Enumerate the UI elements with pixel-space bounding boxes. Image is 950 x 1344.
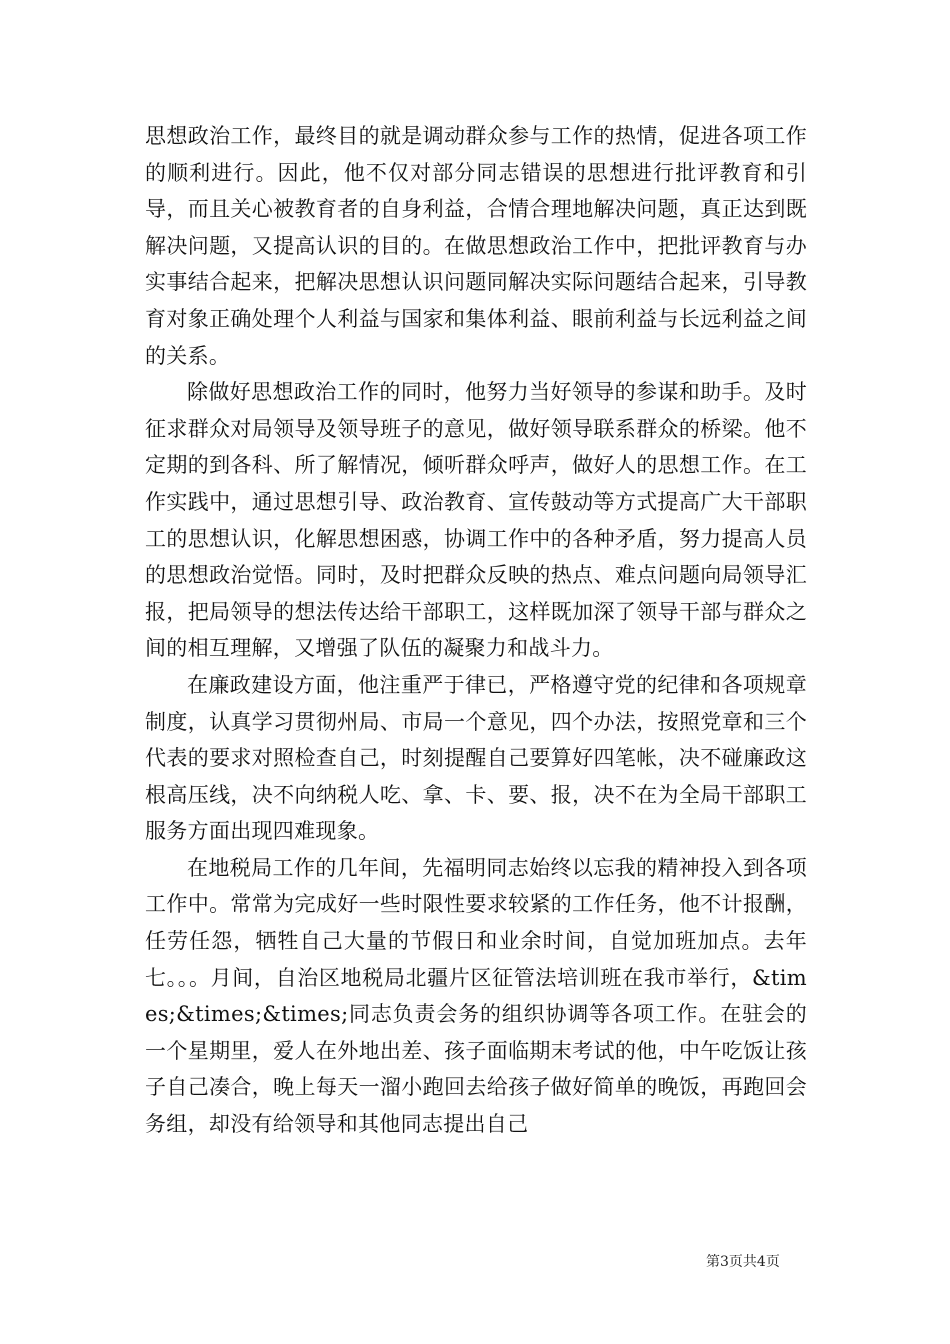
document-body: [145, 118, 807, 1143]
page-number-footer: 第3页共4页: [706, 1254, 780, 1270]
paragraph-4: 在地税局工作的几年间，先福明同志始终以忘我的精神投入到各项工作中。常常为完成好一些时限性要求较紧的工作任务，他不计报酬，任劳任怨，牺牲自己大量的节假日和业余时间，自觉加班加点。去年七。。。月间，自治区地税局北疆片区征管法培训班在我市举行，&times;&times;&times;同志负责会务的组织协调等各项工作。在驻会的一个星期里，爱人在外地出差、孩子面临期末考试的他，中午吃饭让孩子自己凑合，晚上每天一溜小跑回去给孩子做好简单的晚饭，再跑回会务组，却没有给领导和其他同志提出自己: [145, 855, 807, 1137]
paragraph-2: 除做好思想政治工作的同时，他努力当好领导的参谋和助手。及时征求群众对局领导及领导班子的意见，做好领导联系群众的桥梁。他不定期的到各科、所了解情况，倾听群众呼声，做好人的思想工作。在工作实践中，通过思想引导、政治教育、宣传鼓动等方式提高广大干部职工的思想认识，化解思想困惑，协调工作中的各种矛盾，努力提高人员的思想政治觉悟。同时，及时把群众反映的热点、难点问题向局领导汇报，把局领导的想法传达给干部职工，这样既加深了领导干部与群众之间的相互理解，又增强了队伍的凝聚力和战斗力。: [145, 380, 807, 661]
paragraph-1: 思想政治工作，最终目的就是调动群众参与工作的热情，促进各项工作的顺利进行。因此，他不仅对部分同志错误的思想进行批评教育和引导，而且关心被教育者的自身利益，合情合理地解决问题，真正达到既解决问题，又提高认识的目的。在做思想政治工作中，把批评教育与办实事结合起来，把解决思想认识问题同解决实际问题结合起来，引导教育对象正确处理个人利益与国家和集体利益、眼前利益与长远利益之间的关系。: [145, 124, 807, 368]
paragraph-3: 在廉政建设方面，他注重严于律已，严格遵守党的纪律和各项规章制度，认真学习贯彻州局、市局一个意见，四个办法，按照党章和三个代表的要求对照检查自己，时刻提醒自己要算好四笔帐，决不碰廉政这根高压线，决不向纳税人吃、拿、卡、要、报，决不在为全局干部职工服务方面出现四难现象。: [145, 672, 807, 844]
